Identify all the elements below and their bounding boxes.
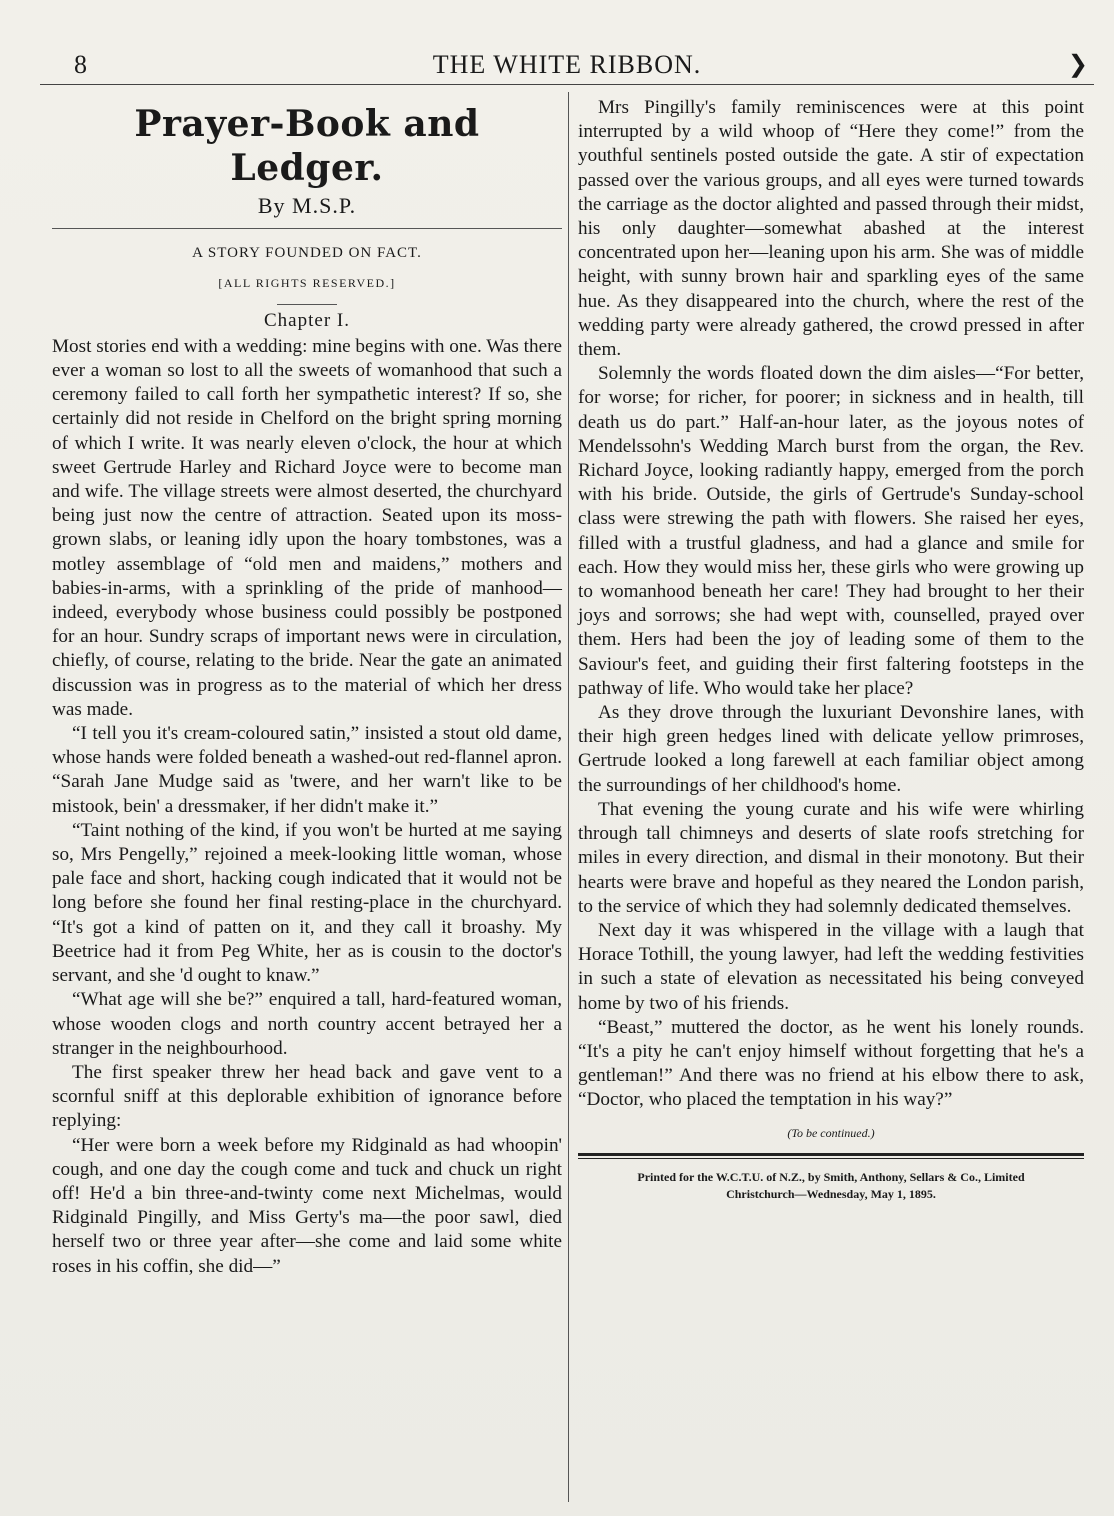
chapter-heading: Chapter I.: [264, 309, 350, 331]
rights-notice: [ALL RIGHTS RESERVED.]: [218, 276, 396, 291]
page-number: 8: [74, 50, 87, 79]
article-subtitle: A STORY FOUNDED ON FACT.: [192, 245, 422, 262]
continued-note: (To be continued.): [787, 1125, 875, 1140]
left-column: [52, 96, 562, 1279]
title-rule: [52, 228, 562, 229]
page-header: [40, 44, 1094, 85]
paragraph: Solemnly the words floated down the dim aisles—“For better, for worse; for richer, for poorer; in sickness and in health, till death us do part.” Half-an-hour later, as the joyous notes of Mendelssohn's Wedding March burst from the organ, the Rev. Richard Joyce, looking radiantly happy, emerged from the porch with his bride. Outside, the girls of Gertrude's Sunday-school class were strewing the path with flowers. She raised her eyes, filled with a trustful gladness, and had a glance and smile for each. How they would miss her, these girls who were growing up to womanhood beneath her care! They had brought to her their joys and sorrows; she had wept with, counselled, prayed over them. Hers had been the joy of leading some of them to the Saviour's feet, and guiding their first faltering footsteps in the pathway of life. Who would take her place?: [578, 363, 1084, 699]
right-column: [578, 96, 1084, 1203]
paragraph: “What age will she be?” enquired a tall, hard-featured woman, whose wooden clogs and north country accent betrayed her a stranger in the neighbourhood.: [52, 989, 562, 1059]
paragraph: That evening the young curate and his wife were whirling through tall chimneys and deserts of slate roofs stretching for miles in every direction, and dismal in their monotony. But their hearts were brave and hopeful as they neared the London parish, to the service of which they had solemnly dedicated themselves.: [578, 798, 1084, 917]
article-title: Prayer-Book and Ledger.: [134, 103, 480, 189]
paragraph: Most stories end with a wedding: mine begins with one. Was there ever a woman so lost to all the sweets of womanhood that such a ceremony failed to call forth her sympathetic interest? If so, she certainly did not reside in Chelford on the bright spring morning of which I write. It was nearly eleven o'clock, the hour at which sweet Gertrude Harley and Richard Joyce were to become man and wife. The village streets were almost deserted, the churchyard being just now the centre of attraction. Seated upon its moss-grown slabs, or leaning idly upon the hoary tombstones, was a motley assemblage of “old men and maidens,” mothers and babies-in-arms, with a sprinkling of the pride of manhood—indeed, everybody whose business could possibly be postponed for an hour. Sundry scraps of important news were in circulation, chiefly, of course, relating to the bride. Near the gate an animated discussion was in progress as to the material of which her dress was made.: [52, 335, 562, 720]
paragraph: “Taint nothing of the kind, if you won't be hurted at me saying so, Mrs Pengelly,” rejoined a meek-looking little woman, whose pale face and short, hacking cough indicated that it would not be long before she found her final resting-place in the churchyard. “It's got a kind of patten on it, and they call it broashy. My Beetrice had it from Peg White, her as is cousin to the doctor's servant, and she 'd ought to knaw.”: [52, 819, 562, 987]
column-divider: [568, 92, 569, 1502]
paragraph: “I tell you it's cream-coloured satin,” insisted a stout old dame, whose hands were folded beneath a washed-out red-flannel apron. “Sarah Jane Mudge said as 'twere, and her warn't like to be mistook, bein' a dressmaker, if her didn't make it.”: [52, 723, 562, 817]
paragraph: “Her were born a week before my Ridginald as had whoopin' cough, and one day the cough come and tuck and chuck un right off! He'd a bin three-and-twinty come next Michelmas, would Ridginald Pingilly, and Miss Gerty's ma—the poor sawl, died herself two or three year after—she come and laid some white roses in his coffin, she did—”: [52, 1134, 562, 1277]
corner-mark: ❯: [1067, 52, 1088, 78]
paragraph: Next day it was whispered in the village with a laugh that Horace Tothill, the young lawyer, had left the wedding festivities in such a state of elevation as necessitated his being conveyed home by two of his friends.: [578, 919, 1084, 1014]
article-byline: By M.S.P.: [257, 193, 357, 218]
footer-rule-thin: [578, 1158, 1084, 1159]
short-rule: [277, 304, 337, 305]
paragraph: “Beast,” muttered the doctor, as he went his lonely rounds. “It's a pity he can't enjoy himself without forgetting that he's a gentleman!” And there was no friend at his elbow there to ask, “Doctor, who placed the temptation in his way?”: [578, 1016, 1084, 1111]
printer-line-1: Printed for the W.C.T.U. of N.Z., by Smith, Anthony, Sellars & Co., Limited: [637, 1169, 1025, 1184]
publication-title: THE WHITE RIBBON.: [432, 50, 702, 79]
paragraph: Mrs Pingilly's family reminiscences were at this point interrupted by a wild whoop of “Here they come!” from the youthful sentinels posted outside the gate. A stir of expectation passed over the various groups, and all eyes were turned towards the carriage as the doctor alighted and passed through their midst, his only daughter—somewhat abashed at the interest concentrated upon her—leaning upon his arm. She was of middle height, with sunny brown hair and sparkling eyes of the same hue. As they disappeared into the church, where the rest of the wedding party were already gathered, the crowd pressed in after them.: [578, 97, 1084, 361]
printer-line-2: Christchurch—Wednesday, May 1, 1895.: [726, 1186, 936, 1201]
footer-rule: [578, 1153, 1084, 1156]
paragraph: As they drove through the luxuriant Devonshire lanes, with their high green hedges lined with delicate yellow primroses, Gertrude looked a long farewell at each familiar object among the surroundings of her childhood's home.: [578, 702, 1084, 796]
paragraph: The first speaker threw her head back and gave vent to a scornful sniff at this deplorable exhibition of ignorance before replying:: [52, 1061, 562, 1132]
